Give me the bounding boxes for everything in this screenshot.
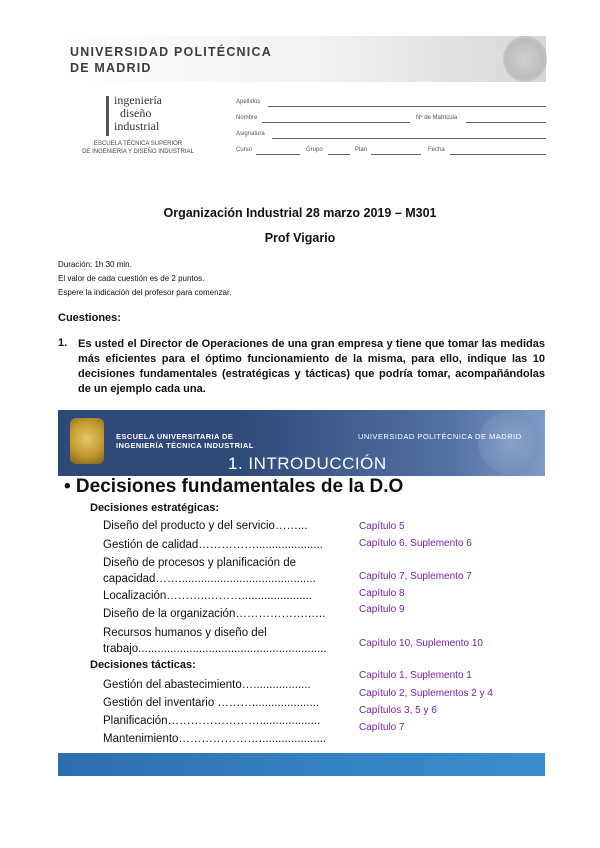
question-number: 1. — [58, 337, 68, 349]
matricula-label: Nº de Matrícula — [416, 115, 458, 121]
strategic-item-1: Diseño del producto y del servicio……... — [103, 520, 308, 532]
strategic-heading: Decisiones estratégicas: — [90, 502, 220, 514]
chapter-ref-8: Capítulo 2, Suplementos 2 y 4 — [359, 688, 493, 699]
exam-value: El valor de cada cuestión es de 2 puntos. — [58, 274, 205, 283]
strategic-item-4: Localización………..………...................... — [103, 590, 312, 602]
tactical-item-3: Planificación……………………................... — [103, 715, 321, 727]
fecha-field[interactable] — [450, 154, 546, 155]
logo-bar-icon — [106, 96, 109, 136]
grupo-field[interactable] — [328, 154, 350, 155]
chapter-ref-10: Capítulo 7 — [359, 722, 405, 733]
strategic-item-3-cont: capacidad……........................................... — [103, 573, 316, 585]
tactical-item-1: Gestión del abastecimiento….................. — [103, 679, 311, 691]
school-subtitle-line1: ESCUELA TÉCNICA SUPERIOR — [93, 141, 183, 147]
strategic-item-6-cont: trabajo........................................................... — [103, 643, 327, 655]
tactical-item-2: Gestión del inventario ………..................... — [103, 697, 320, 709]
school-subtitle-line2: DE INGENIERÍA Y DISEÑO INDUSTRIAL — [82, 149, 194, 155]
tactical-heading: Decisiones tácticas: — [90, 659, 196, 671]
tactical-item-4: Mantenimiento…………………..................... — [103, 733, 327, 745]
logo-word-1: ingeniería — [114, 93, 162, 107]
slide-main-bullet: • Decisiones fundamentales de la D.O — [64, 476, 404, 497]
grupo-label: Grupo — [306, 147, 323, 153]
plan-field[interactable] — [371, 154, 421, 155]
slide-university: UNIVERSIDAD POLITÉCNICA DE MADRID — [358, 432, 522, 441]
questions-heading: Cuestiones: — [58, 312, 121, 324]
exam-professor: Prof Vigario — [264, 231, 336, 245]
university-seal-icon — [503, 36, 547, 82]
apellidos-field[interactable] — [268, 106, 546, 107]
university-name-line2: DE MADRID — [70, 61, 152, 75]
strategic-item-2: Gestión de calidad……………..................... — [103, 539, 323, 551]
plan-label: Plan — [355, 147, 368, 153]
logo-word-3: industrial — [114, 119, 160, 133]
school-subtitle — [78, 140, 198, 156]
slide-school-name — [116, 432, 254, 450]
nombre-label: Nombre — [236, 115, 258, 121]
university-name-line1: UNIVERSIDAD POLITÉCNICA — [70, 45, 272, 59]
apellidos-label: Apellidos — [236, 99, 261, 105]
logo-word-2: diseño — [120, 106, 152, 120]
school-logo — [106, 94, 172, 138]
fecha-label: Fecha — [428, 147, 445, 153]
exam-wait: Espere la indicación del profesor para comenzar. — [58, 288, 232, 297]
asignatura-label: Asignatura — [236, 131, 265, 137]
chapter-ref-7: Capítulo 1, Suplemento 1 — [359, 670, 472, 681]
slide-seal-icon — [478, 412, 540, 474]
slide-school-line2: INGENIERÍA TÉCNICA INDUSTRIAL — [116, 441, 254, 450]
lecture-slide — [58, 410, 545, 776]
slide-footer-band — [58, 753, 545, 776]
strategic-item-5: Diseño de la organización……………….….. — [103, 608, 326, 620]
curso-label: Curso — [236, 147, 253, 153]
chapter-ref-1: Capítulo 5 — [359, 521, 405, 532]
matricula-field[interactable] — [466, 122, 546, 123]
question-text: Es usted el Director de Operaciones de una gran empresa y tiene que tomar las medidas más eficientes para el óptimo funcionamiento de la misma, para ello, indique las 10 decisiones fundamentales (estratégicas y tácticas) que podría tomar, acompañándolas de un ejemplo cada una. — [78, 338, 545, 395]
chapter-ref-6: Capítulo 10, Suplemento 10 — [359, 638, 483, 649]
chapter-ref-5: Capítulo 9 — [359, 604, 405, 615]
exam-duration: Duración: 1h 30 min. — [58, 260, 132, 269]
slide-school-line1: ESCUELA UNIVERSITARIA DE — [116, 432, 234, 441]
university-name — [70, 44, 272, 76]
curso-field[interactable] — [256, 154, 300, 155]
strategic-item-6: Recursos humanos y diseño del — [103, 627, 267, 639]
slide-section-title: 1. INTRODUCCIÓN — [228, 454, 387, 473]
nombre-field[interactable] — [262, 122, 410, 123]
chapter-ref-4: Capítulo 8 — [359, 588, 405, 599]
school-crest-icon — [70, 418, 104, 464]
strategic-item-3: Diseño de procesos y planificación de — [103, 557, 297, 569]
chapter-ref-2: Capítulo 6, Suplemento 6 — [359, 538, 472, 549]
chapter-ref-9: Capítulos 3, 5 y 6 — [359, 705, 437, 716]
chapter-ref-3: Capítulo 7, Suplemento 7 — [359, 571, 472, 582]
asignatura-field[interactable] — [272, 138, 546, 139]
exam-title: Organización Industrial 28 marzo 2019 – M301 — [163, 206, 437, 220]
